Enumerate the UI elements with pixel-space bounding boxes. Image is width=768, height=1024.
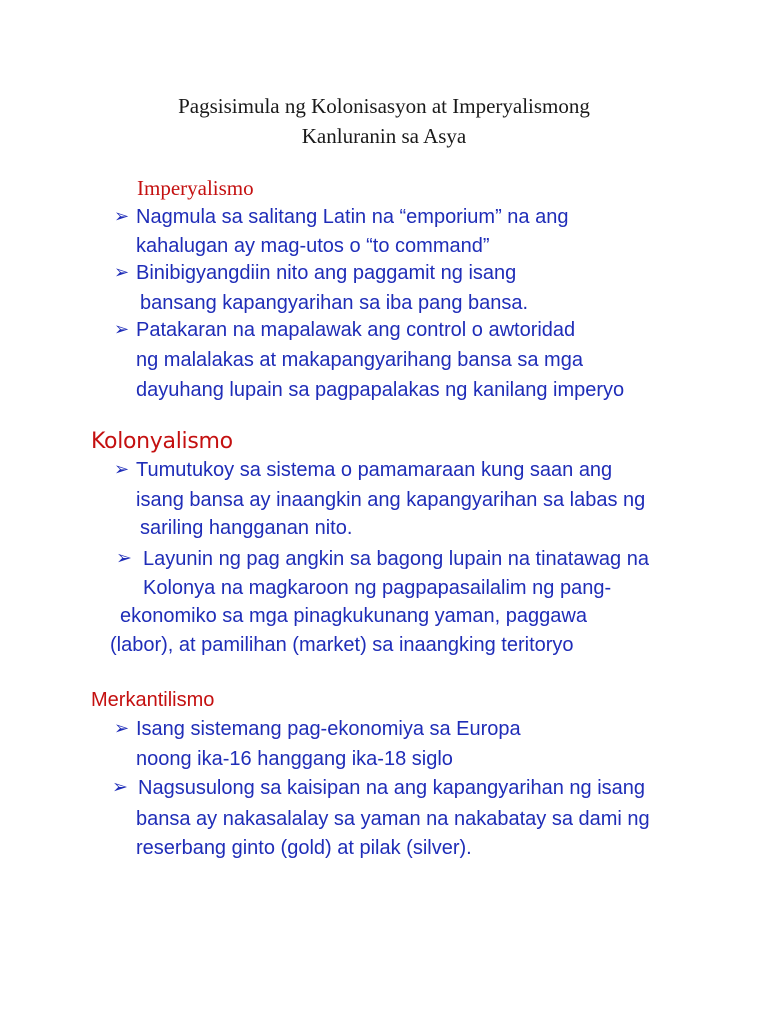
imperyalismo-bullet-1-line-1: Nagmula sa salitang Latin na “emporium” na ang [136, 206, 569, 228]
imperyalismo-bullet-2-line-1: Binibigyangdiin nito ang paggamit ng isang [136, 262, 517, 284]
imperyalismo-bullet-2-line-2: bansang kapangyarihan sa iba pang bansa. [140, 292, 529, 314]
document-title-line-1: Pagsisimula ng Kolonisasyon at Imperyalismong [178, 94, 590, 118]
kolonyalismo-bullet-2-line-4: (labor), at pamilihan (market) sa inaangking teritoryo [110, 634, 574, 656]
hollow-arrowhead-icon: ➢ [114, 459, 130, 480]
merkantilismo-bullet-2-line-2: bansa ay nakasalalay sa yaman na nakabatay sa dami ng [136, 808, 650, 830]
merkantilismo-bullet-1-line-2: noong ika-16 hanggang ika-18 siglo [136, 748, 453, 770]
imperyalismo-bullet-3-line-2: ng malalakas at makapangyarihang bansa sa mga [136, 349, 583, 371]
hollow-arrowhead-icon: ➢ [114, 206, 130, 227]
kolonyalismo-bullet-2-line-2: Kolonya na magkaroon ng pagpapasailalim ng pang- [143, 577, 612, 599]
imperyalismo-bullet-3-line-1: Patakaran na mapalawak ang control o awtoridad [136, 319, 576, 341]
kolonyalismo-heading: Kolonyalismo [91, 429, 233, 454]
arrow-bullet-icon: ➢ [112, 776, 128, 798]
merkantilismo-bullet-2-line-1: Nagsusulong sa kaisipan na ang kapangyarihan ng isang [138, 777, 646, 799]
kolonyalismo-bullet-2-line-3: ekonomiko sa mga pinagkukunang yaman, paggawa [120, 605, 587, 627]
hollow-arrowhead-icon: ➢ [114, 262, 130, 283]
imperyalismo-heading: Imperyalismo [137, 176, 254, 200]
kolonyalismo-bullet-1-line-2: isang bansa ay inaangkin ang kapangyarihan sa labas ng [136, 489, 646, 511]
hollow-arrowhead-icon: ➢ [114, 718, 130, 739]
imperyalismo-bullet-1-line-2: kahalugan ay mag-utos o “to command” [136, 235, 490, 257]
kolonyalismo-bullet-1-line-3: sariling hangganan nito. [140, 517, 353, 539]
imperyalismo-bullet-3-line-3: dayuhang lupain sa pagpapalakas ng kanilang imperyo [136, 379, 625, 401]
merkantilismo-bullet-1-line-1: Isang sistemang pag-ekonomiya sa Europa [136, 718, 521, 740]
hollow-arrowhead-icon: ➢ [114, 319, 130, 340]
kolonyalismo-bullet-1-line-1: Tumutukoy sa sistema o pamamaraan kung saan ang [136, 459, 613, 481]
merkantilismo-heading: Merkantilismo [91, 689, 215, 711]
merkantilismo-bullet-2-line-3: reserbang ginto (gold) at pilak (silver). [136, 837, 472, 859]
kolonyalismo-bullet-2-line-1: Layunin ng pag angkin sa bagong lupain na tinatawag na [143, 548, 649, 570]
document-title-line-2: Kanluranin sa Asya [301, 124, 467, 148]
arrow-bullet-icon: ➢ [116, 547, 132, 569]
